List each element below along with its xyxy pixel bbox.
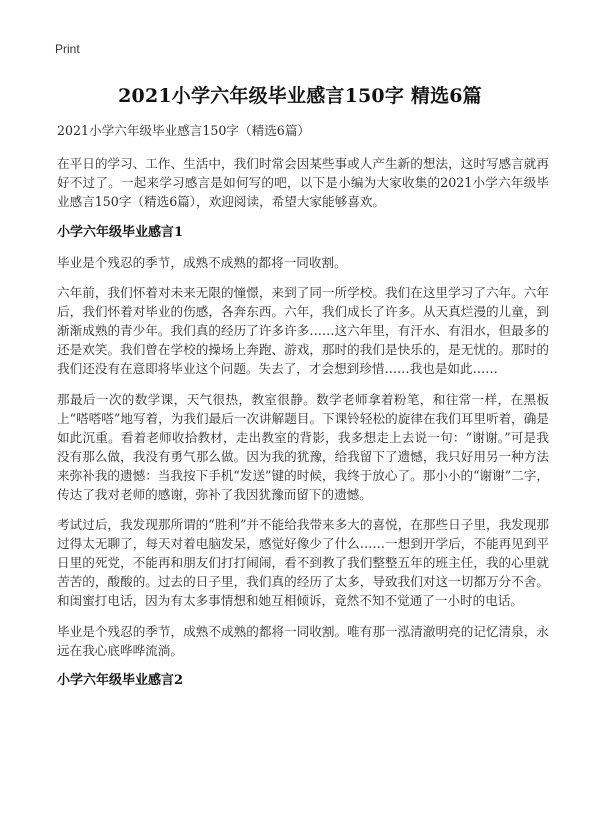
section-1-paragraph-5: 毕业是个残忍的季节，成熟不成熟的都将一同收割。唯有那一泓清澈明亮的记忆清泉，永远在我心底哗哗流淌。 bbox=[57, 623, 549, 658]
article-subtitle: 2021小学六年级毕业感言150字（精选6篇） bbox=[57, 123, 311, 138]
section-1-paragraph-1: 毕业是个残忍的季节，成熟不成熟的都将一同收割。 bbox=[57, 254, 347, 270]
print-link[interactable]: Print bbox=[55, 42, 80, 56]
section-heading-1: 小学六年级毕业感言1 bbox=[57, 224, 184, 240]
intro-paragraph: 在平日的学习、工作、生活中，我们时常会因某些事或人产生新的想法，这时写感言就再好不过了。一起来学习感言是如何写的吧，以下是小编为大家收集的2021小学六年级毕业感言150字（精选6篇），欢迎阅读，希望大家能够喜欢。 bbox=[57, 156, 549, 209]
section-1-paragraph-2: 六年前，我们怀着对未来无限的憧憬，来到了同一所学校。我们在这里学习了六年。六年后，我们怀着对毕业的伤感，各奔东西。六年，我们成长了许多。从天真烂漫的儿童，到渐渐成熟的青少年。我们真的经历了许多许多……这六年里，有汗水、有泪水，但最多的还是欢笑。我们曾在学校的操场上奔跑、游戏，那时的我们是快乐的，是无忧的。那时的我们还没有在意即将毕业这个问题。失去了，才会想到珍惜……我也是如此…… bbox=[57, 285, 549, 376]
section-heading-2: 小学六年级毕业感言2 bbox=[57, 673, 184, 688]
page-title: 2021小学六年级毕业感言150字 精选6篇 bbox=[118, 85, 482, 107]
article-body bbox=[57, 121, 549, 701]
section-1-paragraph-3: 那最后一次的数学课，天气很热，教室很静。数学老师拿着粉笔，和往常一样，在黑板上“嗒嗒嗒”地写着，为我们最后一次讲解题目。下课铃轻松的旋律在我们耳里听着，确是如此沉重。看着老师收拾教材，走出教室的背影，我多想走上去说一句：“谢谢。”可是我没有那么做，我没有勇气那么做。因为我的犹豫，给我留下了遗憾，我只好用另一种方法来弥补我的遗憾：当我按下手机“发送”键的时候，我终于放心了。那小小的“谢谢”二字，传达了我对老师的感谢，弥补了我因犹豫而留下的遗憾。 bbox=[57, 391, 549, 502]
section-1-paragraph-4: 考试过后，我发现那所谓的“胜利”并不能给我带来多大的喜悦，在那些日子里，我发现那过得太无聊了，每天对着电脑发呆，感觉好像少了什么……一想到开学后，不能再见到平日里的死党，不能再和朋友们打打闹闹，看不到教了我们整整五年的班主任，我的心里就苦苦的，酸酸的。过去的日子里，我们真的经历了太多，导致我们对这一切都万分不舍。和闺蜜打电话，因为有太多事情想和她互相倾诉，竟然不知不觉通了一小时的电话。 bbox=[57, 517, 549, 608]
